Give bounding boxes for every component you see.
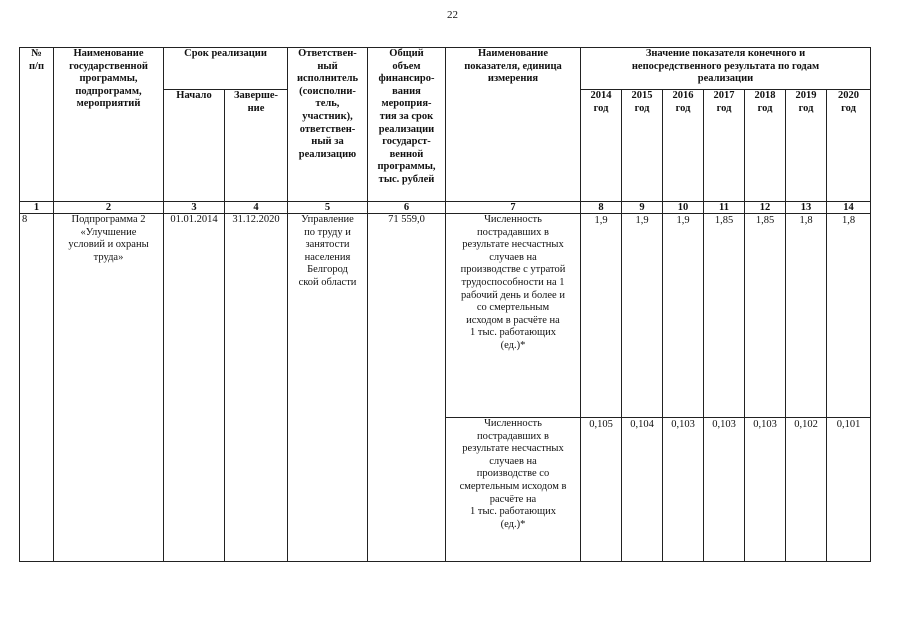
column-number: 8: [581, 202, 622, 214]
column-number: 1: [20, 202, 54, 214]
header-num: № п/п: [20, 48, 54, 202]
column-number: 3: [164, 202, 225, 214]
column-number: 13: [786, 202, 827, 214]
header-name: Наименование государственной программы, подпрограмм, мероприятий: [54, 48, 164, 202]
indicator-value: 0,103: [704, 418, 745, 562]
row-num: 8: [20, 214, 54, 562]
indicator-value: 1,9: [622, 214, 663, 418]
column-number: 12: [745, 202, 786, 214]
indicator-value: 1,9: [663, 214, 704, 418]
indicator-value: 0,103: [663, 418, 704, 562]
header-year: 2015 год: [622, 90, 663, 202]
header-funding: Общий объем финансиро- вания мероприя- тия за срок реализации государст- венной программы, тыс. рублей: [368, 48, 446, 202]
indicator-name: Численность пострадавших в результате несчастных случаев на производстве с утратой трудоспособности на 1 рабочий день и более и со смертельным исходом в расчёте на 1 тыс. работающих (ед.)*: [446, 214, 581, 418]
header-indicator: Наименование показателя, единица измерения: [446, 48, 581, 202]
column-number: 10: [663, 202, 704, 214]
header-start: Начало: [164, 90, 225, 202]
program-table: [19, 47, 871, 562]
header-year: 2018 год: [745, 90, 786, 202]
row-start: 01.01.2014: [164, 214, 225, 562]
header-period: Срок реализации: [164, 48, 288, 90]
indicator-value: 1,9: [581, 214, 622, 418]
page-number: 22: [447, 9, 458, 21]
indicator-value: 1,8: [827, 214, 871, 418]
header-year: 2020 год: [827, 90, 871, 202]
indicator-value: 0,105: [581, 418, 622, 562]
row-funding: 71 559,0: [368, 214, 446, 562]
header-year: 2019 год: [786, 90, 827, 202]
header-year: 2017 год: [704, 90, 745, 202]
column-number: 9: [622, 202, 663, 214]
indicator-value: 0,101: [827, 418, 871, 562]
column-number: 6: [368, 202, 446, 214]
column-number: 7: [446, 202, 581, 214]
header-values: Значение показателя конечного и непосредственного результата по годам реализации: [581, 48, 871, 90]
row-name: Подпрограмма 2 «Улучшение условий и охраны труда»: [54, 214, 164, 562]
indicator-name: Численность пострадавших в результате несчастных случаев на производстве со смертельным исходом в расчёте на 1 тыс. работающих (ед.)*: [446, 418, 581, 562]
column-number: 2: [54, 202, 164, 214]
header-end: Заверше- ние: [225, 90, 288, 202]
column-number: 4: [225, 202, 288, 214]
column-number: 11: [704, 202, 745, 214]
header-year: 2014 год: [581, 90, 622, 202]
indicator-value: 0,103: [745, 418, 786, 562]
header-executor: Ответствен- ный исполнитель (соисполни- тель, участник), ответствен- ный за реализацию: [288, 48, 368, 202]
column-number: 14: [827, 202, 871, 214]
indicator-value: 0,102: [786, 418, 827, 562]
row-end: 31.12.2020: [225, 214, 288, 562]
row-executor: Управление по труду и занятости населения Белгород ской области: [288, 214, 368, 562]
indicator-value: 1,8: [786, 214, 827, 418]
indicator-value: 1,85: [745, 214, 786, 418]
header-year: 2016 год: [663, 90, 704, 202]
column-number: 5: [288, 202, 368, 214]
indicator-value: 0,104: [622, 418, 663, 562]
indicator-value: 1,85: [704, 214, 745, 418]
